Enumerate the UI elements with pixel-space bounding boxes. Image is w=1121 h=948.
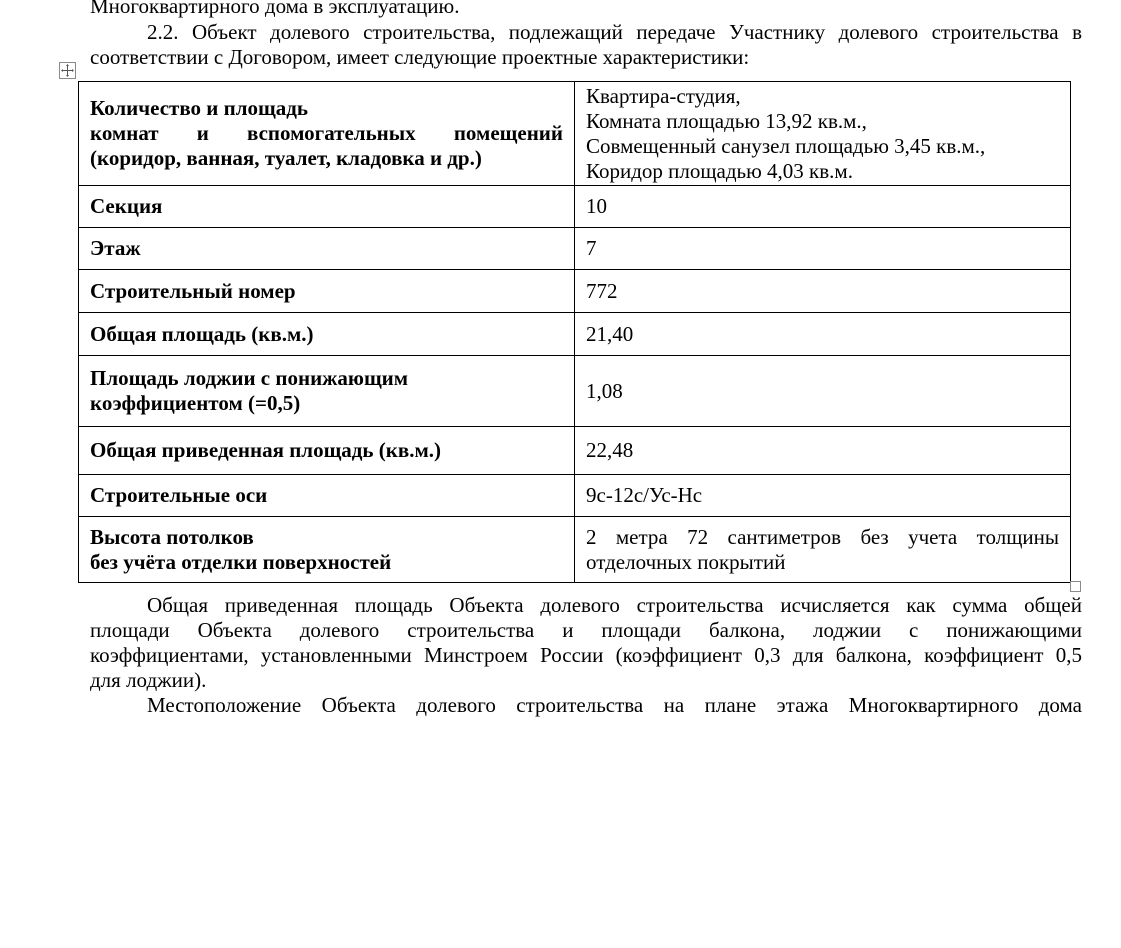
table-key-cell [79,356,575,427]
table-key-cell: Строительный номер [79,270,575,313]
key-text: Количество и площадь [90,96,308,120]
text-line-top: Многоквартирного дома в эксплуатацию. [90,0,460,18]
table-key-cell: Общая площадь (кв.м.) [79,313,575,356]
table-row [79,475,1071,517]
table-value-cell [575,517,1071,583]
value-text: Коридор площадью 4,03 кв.м. [586,158,853,183]
table-key-cell [79,517,575,583]
table-value-cell: 21,40 [575,313,1071,356]
table-key-cell [79,82,575,186]
key-text: без учёта отделки поверхностей [90,549,392,574]
table-value-cell: 10 [575,186,1071,228]
value-text: Совмещенный санузел площадью 3,45 кв.м., [586,133,986,158]
table-row [79,313,1071,356]
value-text: Квартира-студия, [586,83,741,108]
table-value-cell [575,82,1071,186]
table-key-cell: Секция [79,186,575,228]
table-value-cell: 9с-12с/Ус-Нс [575,475,1071,517]
paragraph-after-line-3: коэффициентами, установленными Минстроем России (коэффициент 0,3 для балкона, коэффициент 0,5 [90,643,1082,667]
table-row [79,228,1071,270]
table-resize-handle[interactable] [1070,581,1081,592]
key-text: Высота потолков [90,524,254,549]
value-text: отделочных покрытий [586,549,786,574]
table-row [79,356,1071,427]
table-row [79,186,1071,228]
paragraph-2-2-line-1: 2.2. Объект долевого строительства, подлежащий передаче Участнику долевого строительства в [147,20,1082,44]
key-text: комнат и вспомогательных помещений [90,121,563,145]
table-key-cell: Этаж [79,228,575,270]
value-text: Комната площадью 13,92 кв.м., [586,108,867,133]
table-move-handle-icon[interactable] [59,62,76,79]
key-text: коэффициентом (=0,5) [90,391,301,415]
table-key-cell: Общая приведенная площадь (кв.м.) [79,427,575,475]
table-value-cell: 772 [575,270,1071,313]
paragraph-2-2-line-2: соответствии с Договором, имеет следующие проектные характеристики: [90,45,750,69]
table-key-cell: Строительные оси [79,475,575,517]
table-row [79,270,1071,313]
key-text: (коридор, ванная, туалет, кладовка и др.) [90,146,482,170]
cut-off-line: Местоположение Объекта долевого строительства на плане этажа Многоквартирного дома [147,693,1082,717]
table-value-cell: 7 [575,228,1071,270]
paragraph-after-line-1: Общая приведенная площадь Объекта долевого строительства исчисляется как сумма общей [147,593,1082,617]
key-text: Площадь лоджии с понижающим [90,366,409,390]
paragraph-after-line-4: для лоджии). [90,668,207,692]
table-value-cell: 22,48 [575,427,1071,475]
table-row [79,517,1071,583]
table-value-cell: 1,08 [575,356,1071,427]
table-row [79,427,1071,475]
value-text: 2 метра 72 сантиметров без учета толщины [586,524,1059,549]
table-row [79,82,1071,186]
cut-off-text-strip [0,693,1121,717]
apartment-properties-table [78,81,1071,583]
paragraph-after-line-2: площади Объекта долевого строительства и площади балкона, лоджии с понижающими [90,618,1082,642]
